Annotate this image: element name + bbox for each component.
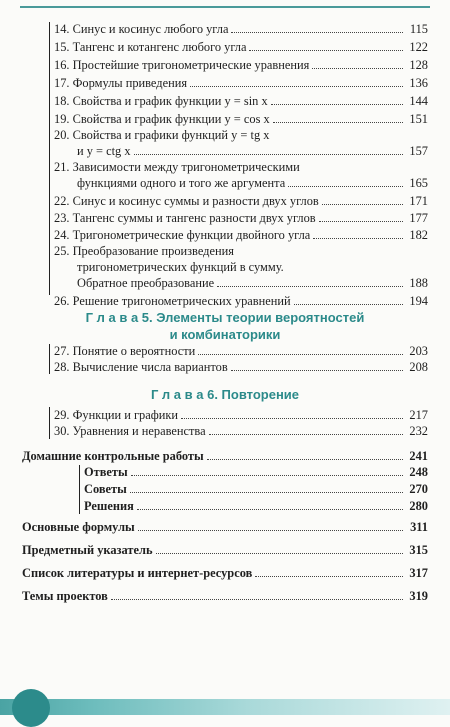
page-number: 203 xyxy=(409,344,428,358)
toc-entry-27[interactable]: 27. Понятие о вероятности 203 xyxy=(54,344,428,358)
toc-entry-25[interactable] xyxy=(77,276,428,290)
toc-solutions[interactable] xyxy=(84,499,428,513)
chapter-title-cont: и комбинаторики xyxy=(169,327,281,342)
section-bar xyxy=(49,22,50,295)
dot-leader xyxy=(271,103,403,105)
chapter-title: Г л а в а 5. Элементы теории вероятностей xyxy=(85,310,365,325)
entry-title: Формулы приведения xyxy=(72,76,188,90)
toc-index[interactable] xyxy=(22,543,428,557)
section-bar xyxy=(79,465,80,514)
toc-entry-21-line1: 21. Зависимости между тригонометрическими xyxy=(54,160,300,174)
toc-projects[interactable] xyxy=(22,589,428,603)
chapter-5-heading[interactable] xyxy=(20,309,430,343)
toc-entry-20[interactable] xyxy=(77,144,428,158)
footer-band xyxy=(0,699,450,715)
toc-entry-18[interactable]: 18. Свойства и график функции y = sin x 144 xyxy=(54,94,428,108)
page-number: 136 xyxy=(409,76,428,90)
entry-title: Тригонометрические функции двойного угла xyxy=(72,228,311,242)
dot-leader xyxy=(111,598,403,600)
toc-formulas[interactable] xyxy=(22,520,428,534)
toc-entry-22[interactable]: 22. Синус и косинус суммы и разности двух углов 171 xyxy=(54,194,428,208)
page-number: 319 xyxy=(409,589,428,603)
entry-title: Свойства и график функции y = sin x xyxy=(72,94,268,108)
toc-entry-20-line1: 20. Свойства и графики функций y = tg x xyxy=(54,128,270,142)
page-number: 232 xyxy=(409,424,428,438)
dot-leader xyxy=(313,237,403,239)
page-number: 194 xyxy=(409,294,428,308)
dot-leader xyxy=(181,417,403,419)
dot-leader xyxy=(217,285,403,287)
dot-leader xyxy=(231,31,403,33)
page-number: 128 xyxy=(409,58,428,72)
page-number: 248 xyxy=(409,465,428,479)
entry-title-cont: функциями одного и того же аргумента xyxy=(77,176,286,190)
entry-title: Свойства и график функции y = cos x xyxy=(72,112,270,126)
chapter-title: Г л а в а 6. Повторение xyxy=(150,387,300,402)
dot-leader xyxy=(134,153,403,155)
entry-title: Основные формулы xyxy=(22,520,135,534)
page-number: 157 xyxy=(409,144,428,158)
dot-leader xyxy=(131,474,403,476)
entry-title: Функции и графики xyxy=(72,408,179,422)
entry-title: Уравнения и неравенства xyxy=(72,424,206,438)
page-number: 115 xyxy=(409,22,428,36)
page-number: 311 xyxy=(410,520,428,534)
chapter-6-heading[interactable] xyxy=(20,386,430,403)
dot-leader xyxy=(138,529,403,531)
page-number: 241 xyxy=(409,449,428,463)
toc-entry-23[interactable]: 23. Тангенс суммы и тангенс разности двух углов 177 xyxy=(54,211,428,225)
entry-title: Простейшие тригонометрические уравнения xyxy=(72,58,310,72)
page-number: 217 xyxy=(409,408,428,422)
entry-title: Советы xyxy=(84,482,127,496)
toc-entry-28[interactable]: 28. Вычисление числа вариантов 208 xyxy=(54,360,428,374)
entry-title: Решение тригонометрических уравнений xyxy=(72,294,291,308)
dot-leader xyxy=(130,491,403,493)
entry-title: Свойства и графики функций y = tg x xyxy=(72,128,270,142)
toc-answers[interactable] xyxy=(84,465,428,479)
entry-title: Список литературы и интернет-ресурсов xyxy=(22,566,253,580)
entry-title: Темы проектов xyxy=(22,589,108,603)
toc-literature[interactable] xyxy=(22,566,428,580)
toc-entry-16[interactable]: 16. Простейшие тригонометрические уравнения 128 xyxy=(54,58,428,72)
dot-leader xyxy=(322,203,403,205)
toc-entry-19[interactable]: 19. Свойства и график функции y = cos x 151 xyxy=(54,112,428,126)
toc-entry-25-line1: 25. Преобразование произведения xyxy=(54,244,234,258)
section-bar xyxy=(49,407,50,439)
toc-hints[interactable] xyxy=(84,482,428,496)
entry-title: Тангенс суммы и тангенс разности двух углов xyxy=(72,211,316,225)
toc-homework[interactable] xyxy=(22,449,428,463)
top-rule xyxy=(20,6,430,8)
page-number: 208 xyxy=(409,360,428,374)
dot-leader xyxy=(209,433,403,435)
page-number: 144 xyxy=(409,94,428,108)
dot-leader xyxy=(273,121,403,123)
entry-title: Синус и косинус суммы и разности двух углов xyxy=(72,194,319,208)
dot-leader xyxy=(319,220,403,222)
dot-leader xyxy=(156,552,404,554)
entry-title: Предметный указатель xyxy=(22,543,153,557)
dot-leader xyxy=(137,508,403,510)
entry-title: Синус и косинус любого угла xyxy=(72,22,229,36)
page-number: 188 xyxy=(409,276,428,290)
entry-title: Ответы xyxy=(84,465,128,479)
entry-title: Понятие о вероятности xyxy=(72,344,196,358)
page-number: 182 xyxy=(409,228,428,242)
toc-entry-25-line2: тригонометрических функций в сумму. xyxy=(77,260,284,274)
section-bar xyxy=(49,344,50,374)
toc-entry-26[interactable]: 26. Решение тригонометрических уравнений 194 xyxy=(54,294,428,308)
toc-entry-24[interactable]: 24. Тригонометрические функции двойного угла 182 xyxy=(54,228,428,242)
page-number-circle xyxy=(12,689,50,727)
page-number: 165 xyxy=(409,176,428,190)
page-number: 177 xyxy=(409,211,428,225)
dot-leader xyxy=(198,353,403,355)
dot-leader xyxy=(231,369,403,371)
entry-title: Преобразование произведения xyxy=(72,244,234,258)
dot-leader xyxy=(288,185,403,187)
dot-leader xyxy=(207,458,403,460)
dot-leader xyxy=(312,67,403,69)
page-number: 280 xyxy=(409,499,428,513)
toc-entry-21[interactable] xyxy=(77,176,428,190)
dot-leader xyxy=(294,303,403,305)
toc-entry-14[interactable]: 14. Синус и косинус любого угла 115 xyxy=(54,22,428,36)
entry-title: Зависимости между тригонометрическими xyxy=(72,160,300,174)
page-number: 270 xyxy=(409,482,428,496)
entry-title: Вычисление числа вариантов xyxy=(72,360,228,374)
page-number: 122 xyxy=(409,40,428,54)
toc-entry-15[interactable]: 15. Тангенс и котангенс любого угла 122 xyxy=(54,40,428,54)
dot-leader xyxy=(249,49,403,51)
entry-title: Решения xyxy=(84,499,134,513)
page-number: 317 xyxy=(409,566,428,580)
entry-title: Тангенс и котангенс любого угла xyxy=(72,40,247,54)
toc-entry-30[interactable]: 30. Уравнения и неравенства 232 xyxy=(54,424,428,438)
entry-title: Домашние контрольные работы xyxy=(22,449,204,463)
toc-entry-17[interactable]: 17. Формулы приведения 136 xyxy=(54,76,428,90)
page-number: 171 xyxy=(409,194,428,208)
toc-entry-29[interactable]: 29. Функции и графики 217 xyxy=(54,408,428,422)
dot-leader xyxy=(255,575,403,577)
page-number: 151 xyxy=(409,112,428,126)
entry-title-cont: и y = ctg x xyxy=(77,144,131,158)
entry-title-cont: Обратное преобразование xyxy=(77,276,215,290)
dot-leader xyxy=(190,85,403,87)
page-number: 315 xyxy=(409,543,428,557)
